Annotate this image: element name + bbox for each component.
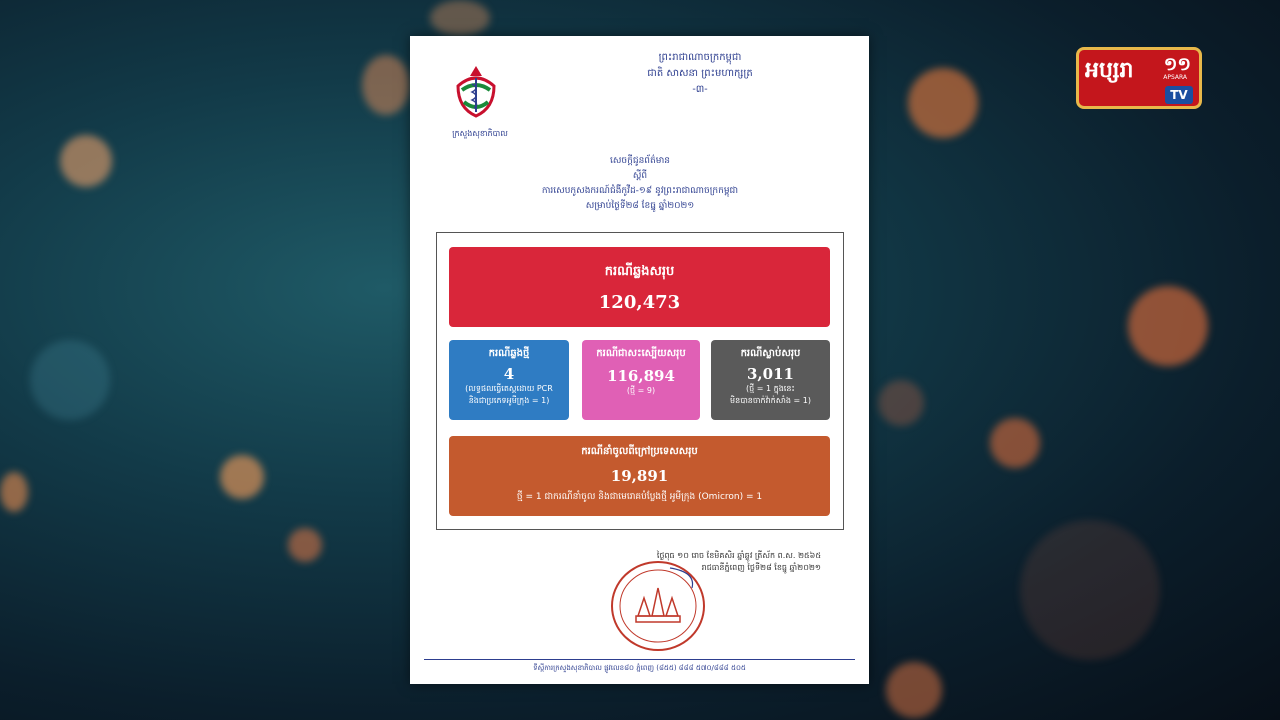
recovered-label: ករណីជាសះស្បើយសរុប bbox=[596, 348, 686, 359]
statistics-box bbox=[436, 232, 844, 530]
new-cases-value: 4 bbox=[503, 365, 515, 383]
bokeh-light bbox=[30, 340, 110, 420]
ministry-name: ក្រសួងសុខាភិបាល bbox=[452, 129, 508, 138]
new-cases-note: (លទ្ធផលធ្វើតេស្តដោយ PCR bbox=[465, 384, 553, 393]
kingdom-header bbox=[550, 50, 850, 98]
bokeh-light bbox=[430, 0, 490, 36]
title-line: ការសេបកូសងករណ៍ជំងឺកូវីដ-១៩ នូវព្រះរាជាណាចក្រកម្ពុជា bbox=[541, 186, 739, 196]
channel-name: អប្សរា bbox=[1085, 58, 1134, 83]
covid-report-document bbox=[410, 36, 869, 684]
recovered-card bbox=[582, 340, 700, 420]
bokeh-light bbox=[886, 662, 942, 718]
bokeh-light bbox=[0, 472, 28, 512]
apsara-tv-logo bbox=[1076, 47, 1202, 109]
title-line: សេចក្ដីជូនព័ត៌មាន bbox=[610, 156, 670, 166]
ministry-seal-icon bbox=[606, 558, 710, 654]
title-line: ស្ដីពី bbox=[632, 171, 648, 181]
new-cases-note: និងជាប្រភេទអូមីក្រុង = 1) bbox=[468, 396, 550, 405]
deaths-value: 3,011 bbox=[747, 365, 794, 383]
bokeh-light bbox=[908, 68, 978, 138]
ministry-logo-icon bbox=[448, 62, 504, 122]
deaths-note: មិនបានចាក់វ៉ាក់សាំង = 1) bbox=[730, 396, 811, 405]
announcement-title bbox=[490, 154, 790, 214]
deaths-note: (ថ្មី = 1 ក្នុងនេះ bbox=[746, 384, 795, 393]
header-line: ជាតិ សាសនា ព្រះមហាក្សត្រ bbox=[647, 68, 753, 79]
deaths-label: ករណីស្លាប់សរុប bbox=[740, 348, 801, 359]
channel-sub: APSARA bbox=[1163, 74, 1187, 81]
bokeh-light bbox=[1128, 286, 1208, 366]
bokeh-light bbox=[878, 380, 924, 426]
bokeh-light bbox=[1020, 520, 1160, 660]
header-line: ព្រះរាជាណាចក្រកម្ពុជា bbox=[658, 52, 742, 63]
bokeh-light bbox=[60, 135, 112, 187]
deaths-card bbox=[711, 340, 830, 420]
bokeh-light bbox=[220, 455, 264, 499]
date-line: ថ្ងៃពុធ ១០ រោច ខែមិគសិរ ឆ្នាំឆ្លូវ ត្រីស័ក ព.ស. ២៥៦៥ bbox=[656, 551, 821, 560]
bokeh-light bbox=[362, 55, 410, 115]
recovered-value: 116,894 bbox=[607, 367, 675, 385]
channel-number: ១១ bbox=[1163, 54, 1191, 75]
header-line: -៣- bbox=[692, 84, 708, 95]
total-cases-value: 120,473 bbox=[598, 292, 681, 313]
document-footer: ទីស្ដីការក្រសួងសុខាភិបាល ផ្លូវលេខ៨០ ភ្នំពេញ (៨៥៥) ៨៨៨ ៥៧០/៨៨៨ ៥០៥ bbox=[424, 659, 855, 674]
bokeh-light bbox=[288, 528, 322, 562]
imported-cases-card bbox=[449, 436, 830, 516]
recovered-note: (ថ្មី = 9) bbox=[626, 386, 656, 395]
new-cases-label: ករណីឆ្លងថ្មី bbox=[488, 348, 530, 359]
imported-value: 19,891 bbox=[610, 467, 669, 485]
total-cases-card bbox=[449, 247, 830, 327]
total-cases-label: ករណីឆ្លងសរុប bbox=[604, 264, 675, 279]
title-line: សម្រាប់ថ្ងៃទី២៨ ខែធ្នូ ឆ្នាំ២០២១ bbox=[585, 201, 695, 211]
imported-note: ថ្មី = 1 ជាករណីនាំចូល និងជាមេរោគបំប្លែងថ្មី អូមីក្រុង (Omicron) = 1 bbox=[516, 492, 763, 502]
imported-label: ករណីនាំចូលពីក្រៅប្រទេសសរុប bbox=[581, 446, 698, 457]
bokeh-light bbox=[990, 418, 1040, 468]
tv-badge: TV bbox=[1165, 86, 1193, 104]
date-line: រាជធានីភ្នំពេញ ថ្ងៃទី២៨ ខែធ្នូ ឆ្នាំ២០២១ bbox=[701, 563, 821, 572]
new-cases-card bbox=[449, 340, 569, 420]
